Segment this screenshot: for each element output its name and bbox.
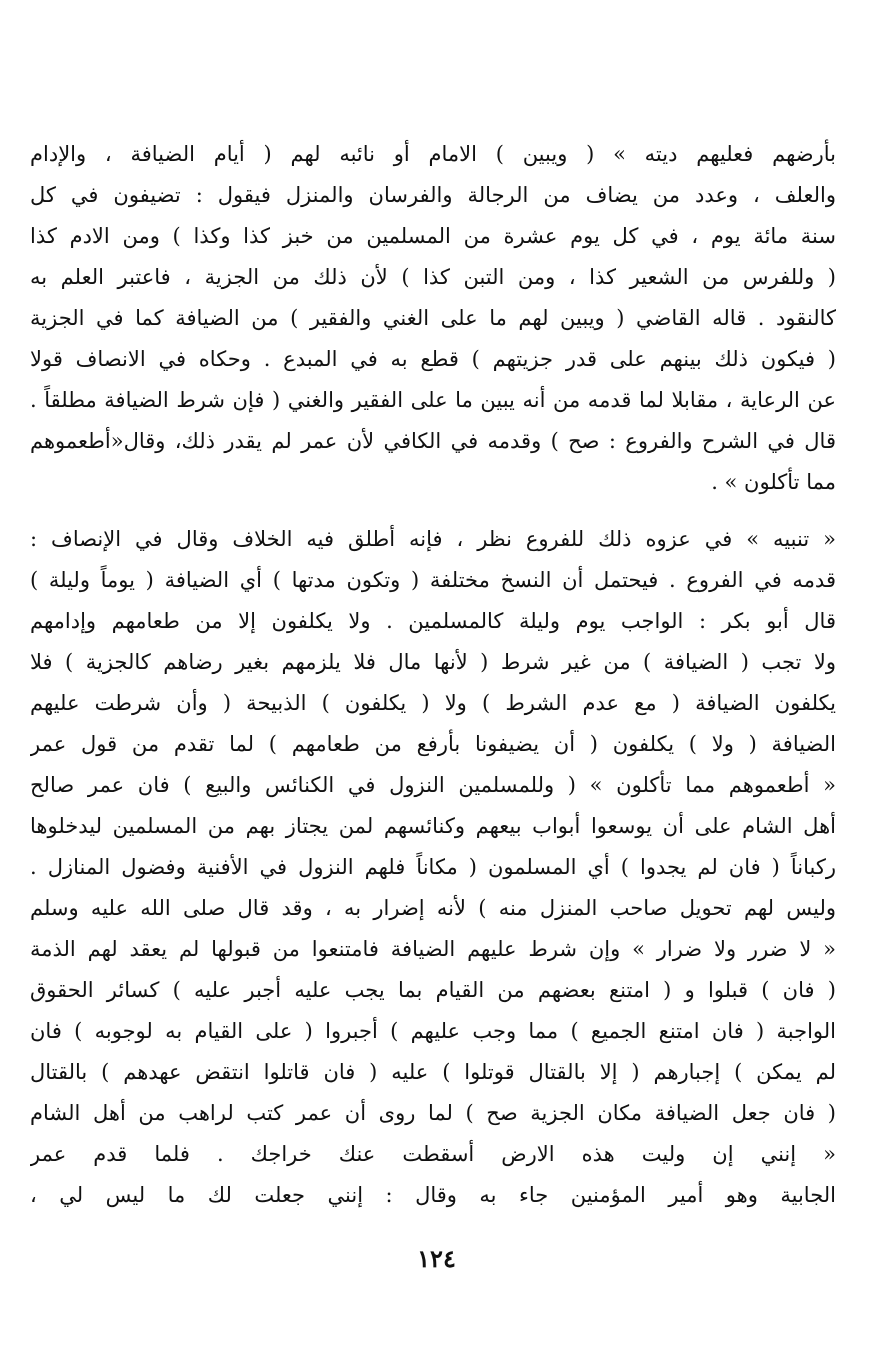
text-line: قال أبو بكر : الواجب يوم وليلة كالمسلمين . ولا يكلفون إلا من طعامهم وإدامهم	[30, 609, 836, 633]
text-line: سنة مائة يوم ، في كل يوم عشرة من المسلمين من خبز كذا وكذا ) ومن الادم كذا	[30, 224, 836, 248]
text-line: ركباناً ( فان لم يجدوا ) أي المسلمون ( مكاناً فلهم النزول في الأفنية وفضول المنازل .	[30, 855, 836, 879]
text-line: ولا تجب ( الضيافة ) من غير شرط ( لأنها مال فلا يلزمهم بغير رضاهم كالجزية ) فلا	[30, 650, 836, 674]
text-line: « لا ضرر ولا ضرار » وإن شرط عليهم الضيافة فامتنعوا من قبولها لم يعقد لهم الذمة	[30, 937, 836, 961]
text-line: قدمه في الفروع . فيحتمل أن النسخ مختلفة ( وتكون مدتها ) أي الضيافة ( يوماً وليلة )	[30, 568, 836, 592]
text-line: الواجبة ( فان امتنع الجميع ) مما وجب عليهم ) أجبروا ( على القيام به لوجوبه ) فان	[30, 1019, 836, 1043]
text-line: والعلف ، وعدد من يضاف من الرجالة والفرسان والمنزل فيقول : تضيفون في كل	[30, 183, 836, 207]
text-line: مما تأكلون » .	[711, 470, 836, 494]
text-line: « تنبيه » في عزوه ذلك للفروع نظر ، فإنه أطلق فيه الخلاف وقال في الإنصاف :	[30, 527, 836, 551]
page-number: ١٢٤	[417, 1244, 456, 1273]
text-line: ( وللفرس من الشعير كذا ، ومن التبن كذا ) لأن ذلك من الجزية ، فاعتبر العلم به	[30, 265, 836, 289]
text-line: الضيافة ( ولا ) يكلفون ( أن يضيفونا بأرفع من طعامهم ) لما تقدم من قول عمر	[30, 732, 836, 756]
text-line: « إنني إن وليت هذه الارض أسقطت عنك خراجك . فلما قدم عمر	[30, 1142, 836, 1166]
paragraph-1	[30, 134, 836, 503]
text-line: وليس لهم تحويل صاحب المنزل منه ) لأنه إضرار به ، وقد قال صلى الله عليه وسلم	[30, 896, 836, 920]
text-line: ( فان ) قبلوا و ( امتنع بعضهم من القيام بما يجب عليه أجبر عليه ) كسائر الحقوق	[30, 978, 836, 1002]
text-line: ( فيكون ذلك بينهم على قدر جزيتهم ) قطع به في المبدع . وحكاه في الانصاف قولا	[30, 347, 836, 371]
text-line: أهل الشام على أن يوسعوا أبواب بيعهم وكنائسهم لمن يجتاز بهم من المسلمين ليدخلوها	[30, 814, 836, 838]
text-line: الجابية وهو أمير المؤمنين جاء به وقال : إنني جعلت لك ما ليس لي ،	[30, 1183, 836, 1207]
text-line: ( فان جعل الضيافة مكان الجزية صح ) لما روى أن عمر كتب لراهب من أهل الشام	[30, 1101, 836, 1125]
text-line: يكلفون الضيافة ( مع عدم الشرط ) ولا ( يكلفون ) الذبيحة ( وأن شرطت عليهم	[30, 691, 836, 715]
paragraph-2	[30, 519, 836, 1216]
text-line: كالنقود . قاله القاضي ( ويبين لهم ما على الغني والفقير ) من الضيافة كما في الجزية	[30, 306, 836, 330]
text-line: قال في الشرح والفروع : صح ) وقدمه في الكافي لأن عمر لم يقدر ذلك، وقال«أطعموهم	[30, 429, 836, 453]
text-line: عن الرعاية ، مقابلا لما قدمه من أنه يبين ما على الفقير والغني ( فإن شرط الضيافة مطلقاً .	[30, 388, 836, 412]
text-line: لم يمكن ) إجبارهم ( إلا بالقتال قوتلوا ) عليه ( فان قاتلوا انتقض عهدهم ) بالقتال	[30, 1060, 836, 1084]
text-line: بأرضهم فعليهم ديته » ( ويبين ) الامام أو نائبه لهم ( أيام الضيافة ، والإدام	[30, 142, 836, 166]
text-line: « أطعموهم مما تأكلون » ( وللمسلمين النزول في الكنائس والبيع ) فان عمر صالح	[30, 773, 836, 797]
